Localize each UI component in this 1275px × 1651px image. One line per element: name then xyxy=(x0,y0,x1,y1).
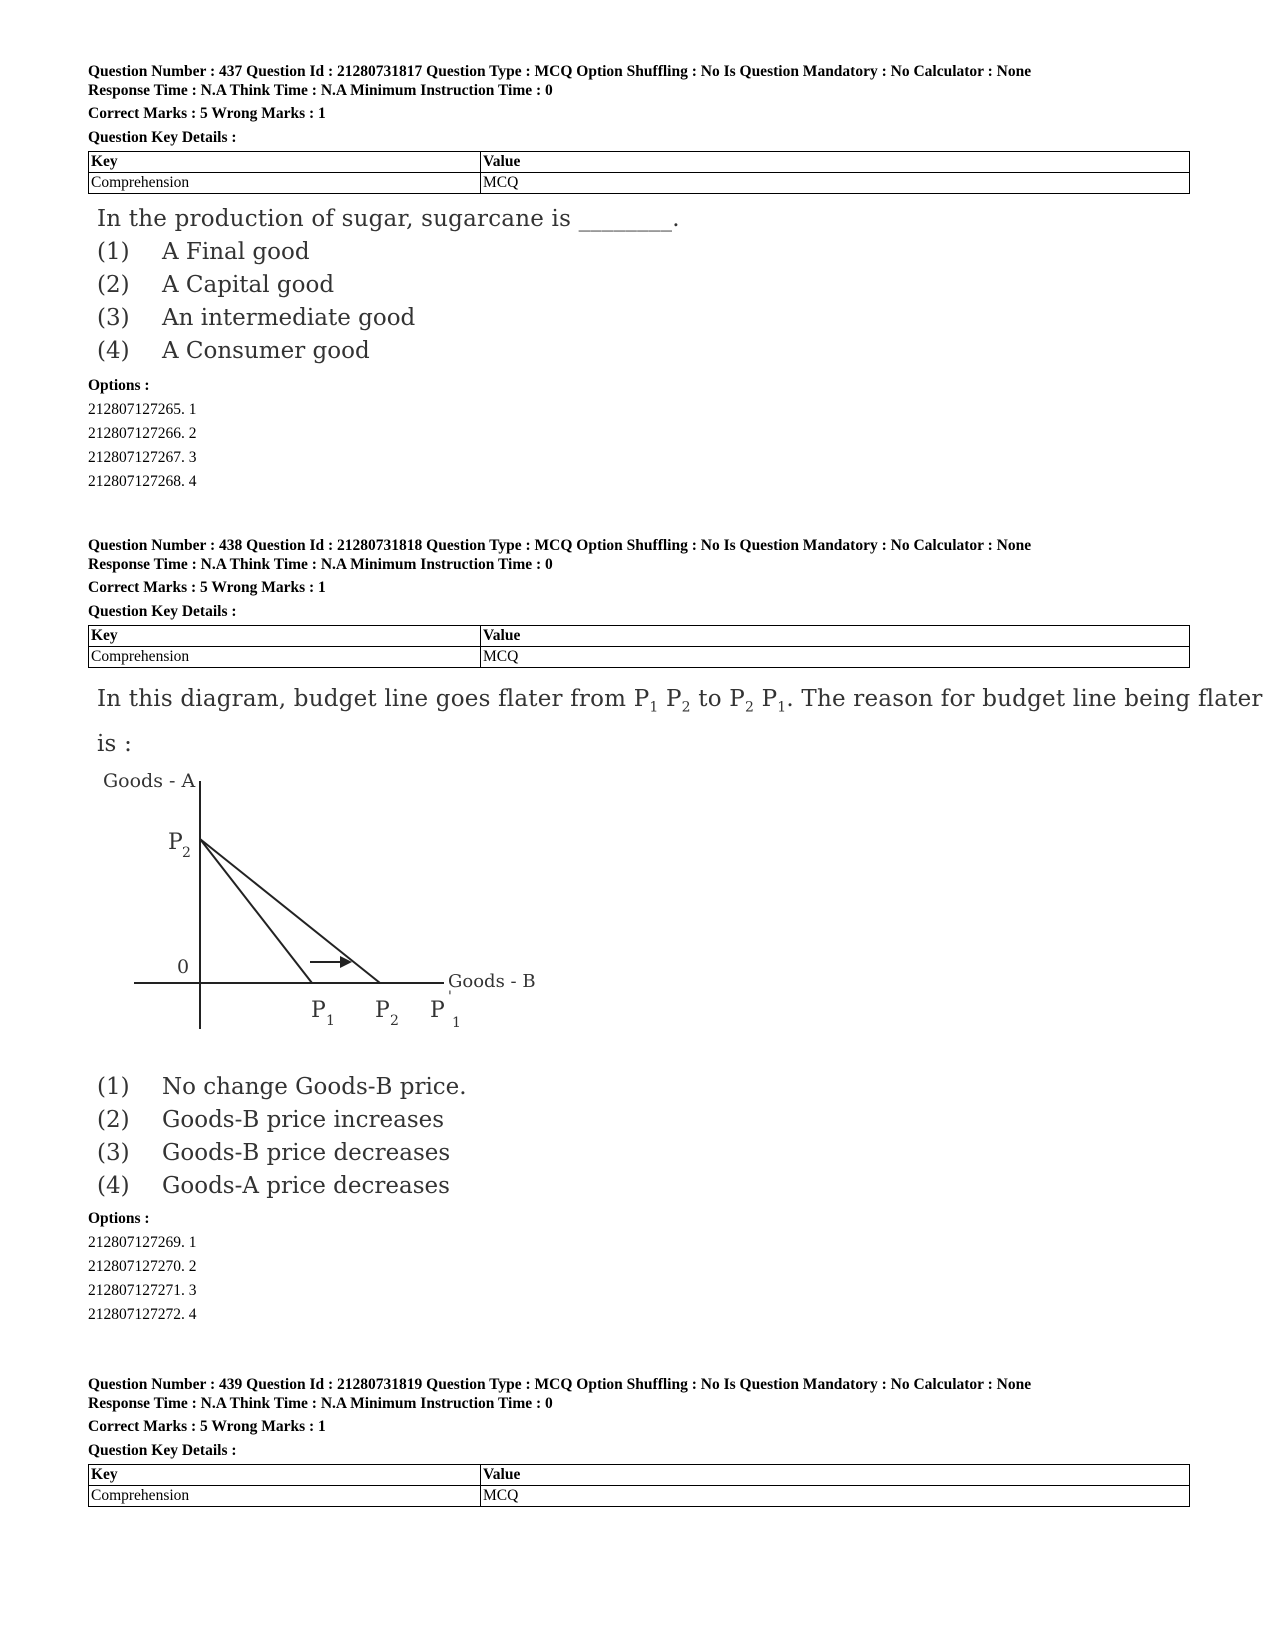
p2-label: P xyxy=(375,997,390,1023)
options-block xyxy=(88,374,1190,494)
choice-text: A Final good xyxy=(162,239,310,265)
choice-2 xyxy=(97,269,1190,302)
meta-line-1: Question Number : 439 Question Id : 21280731819 Question Type : MCQ Option Shuffling : No Is Question Mandatory : No Calculator : None xyxy=(88,1376,1032,1393)
table-row xyxy=(89,647,1190,668)
meta-line-2: Response Time : N.A Think Time : N.A Minimum Instruction Time : 0 xyxy=(88,1395,553,1412)
key-details-header: Question Key Details : xyxy=(88,129,237,146)
question-439 xyxy=(88,1375,1190,1507)
question-stem-line2: is : xyxy=(97,730,133,757)
p1-prime-subscript: 1 xyxy=(452,1014,461,1031)
options-header: Options : xyxy=(88,377,150,394)
stem-subscript: 1 xyxy=(777,699,787,716)
table-row xyxy=(89,173,1190,194)
choice-number: (4) xyxy=(97,338,130,364)
question-image xyxy=(88,202,1190,368)
p1-prime-mark: ' xyxy=(448,988,452,1005)
choice-number: (2) xyxy=(97,272,130,298)
value-column-header: Value xyxy=(481,152,1190,173)
meta-line-1: Question Number : 438 Question Id : 21280731818 Question Type : MCQ Option Shuffling : No Is Question Mandatory : No Calculator : None xyxy=(88,537,1032,554)
option-id: 212807127265. 1 xyxy=(88,401,197,418)
option-id: 212807127269. 1 xyxy=(88,1233,197,1251)
key-details-table xyxy=(88,1464,1190,1507)
key-cell: Comprehension xyxy=(89,1486,481,1507)
value-cell: MCQ xyxy=(481,647,1190,668)
stem-subscript: 1 xyxy=(649,699,659,716)
stem-subscript: 2 xyxy=(681,699,691,716)
p1-label: P xyxy=(311,997,326,1023)
stem-subscript: 2 xyxy=(744,699,755,716)
question-stem xyxy=(97,682,1263,725)
option-id: 212807127267. 3 xyxy=(88,449,197,466)
budget-line-p2p1prime xyxy=(200,839,380,983)
choice-text: A Capital good xyxy=(162,272,335,298)
marks-line: Correct Marks : 5 Wrong Marks : 1 xyxy=(88,1418,326,1435)
option-id: 212807127268. 4 xyxy=(88,473,197,490)
p1-subscript: 1 xyxy=(326,1012,335,1029)
meta-line-2: Response Time : N.A Think Time : N.A Minimum Instruction Time : 0 xyxy=(88,82,553,99)
key-details-header: Question Key Details : xyxy=(88,603,237,620)
choice-3 xyxy=(97,1137,1190,1170)
choice-number: (4) xyxy=(97,1172,130,1199)
choice-2 xyxy=(97,1104,1190,1137)
question-stem: In the production of sugar, sugarcane is ________. xyxy=(97,206,680,232)
stem-text: P xyxy=(658,686,682,712)
options-header: Options : xyxy=(88,1209,150,1227)
meta-line-2: Response Time : N.A Think Time : N.A Minimum Instruction Time : 0 xyxy=(88,556,553,573)
choice-1 xyxy=(97,1071,1190,1104)
key-details-table xyxy=(88,625,1190,668)
p2-y-label: P xyxy=(168,829,183,855)
key-cell: Comprehension xyxy=(89,647,481,668)
choice-number: (2) xyxy=(97,1106,130,1133)
value-cell: MCQ xyxy=(481,173,1190,194)
choice-3 xyxy=(97,302,1190,335)
x-axis-label: Goods - B xyxy=(448,970,536,992)
key-details-header: Question Key Details : xyxy=(88,1442,237,1459)
p1-prime-label: P xyxy=(430,997,445,1023)
key-cell: Comprehension xyxy=(89,173,481,194)
table-row xyxy=(89,1486,1190,1507)
choice-4 xyxy=(97,335,1190,368)
key-column-header: Key xyxy=(89,626,481,647)
question-438 xyxy=(88,536,1263,1327)
options-block xyxy=(88,1207,1190,1327)
budget-line-p1p2 xyxy=(200,839,312,983)
choice-number: (1) xyxy=(97,1073,130,1100)
option-id: 212807127270. 2 xyxy=(88,1257,197,1275)
stem-text: P xyxy=(754,686,778,712)
stem-text: . The reason for budget line being flater xyxy=(786,686,1263,712)
choice-text: No change Goods-B price. xyxy=(162,1073,467,1100)
choice-text: Goods-B price increases xyxy=(162,1106,445,1133)
arrow-head-icon xyxy=(340,956,352,968)
choice-number: (3) xyxy=(97,1139,130,1166)
choice-number: (3) xyxy=(97,305,130,331)
origin-label: 0 xyxy=(177,955,190,978)
table-header-row xyxy=(89,1465,1190,1486)
value-column-header: Value xyxy=(481,1465,1190,1486)
marks-line: Correct Marks : 5 Wrong Marks : 1 xyxy=(88,579,326,596)
key-column-header: Key xyxy=(89,1465,481,1486)
value-cell: MCQ xyxy=(481,1486,1190,1507)
option-id: 212807127271. 3 xyxy=(88,1281,197,1299)
meta-line-1: Question Number : 437 Question Id : 21280731817 Question Type : MCQ Option Shuffling : No Is Question Mandatory : No Calculator : None xyxy=(88,63,1032,80)
option-id: 212807127272. 4 xyxy=(88,1305,197,1323)
question-437 xyxy=(88,62,1190,494)
marks-line: Correct Marks : 5 Wrong Marks : 1 xyxy=(88,105,326,122)
key-details-table xyxy=(88,151,1190,194)
y-axis-label: Goods - A xyxy=(103,769,196,792)
choice-4 xyxy=(97,1170,1190,1203)
choice-1 xyxy=(97,236,1190,269)
budget-line-diagram xyxy=(88,767,558,1057)
choices-list xyxy=(88,1071,1190,1203)
p2-y-subscript: 2 xyxy=(182,844,191,861)
choice-text: Goods-A price decreases xyxy=(162,1172,450,1199)
table-header-row xyxy=(89,152,1190,173)
p2-subscript: 2 xyxy=(390,1012,399,1029)
question-meta xyxy=(88,1375,1190,1413)
choice-text: Goods-B price decreases xyxy=(162,1139,451,1166)
option-id: 212807127266. 2 xyxy=(88,425,197,442)
stem-text: to P xyxy=(690,686,745,712)
choice-text: A Consumer good xyxy=(162,338,370,364)
question-meta xyxy=(88,62,1190,100)
value-column-header: Value xyxy=(481,626,1190,647)
key-column-header: Key xyxy=(89,152,481,173)
stem-text: In this diagram, budget line goes flater from P xyxy=(97,686,650,712)
table-header-row xyxy=(89,626,1190,647)
question-image xyxy=(88,682,1263,1203)
question-meta xyxy=(88,536,1190,574)
choice-number: (1) xyxy=(97,239,130,265)
choice-text: An intermediate good xyxy=(162,305,416,331)
